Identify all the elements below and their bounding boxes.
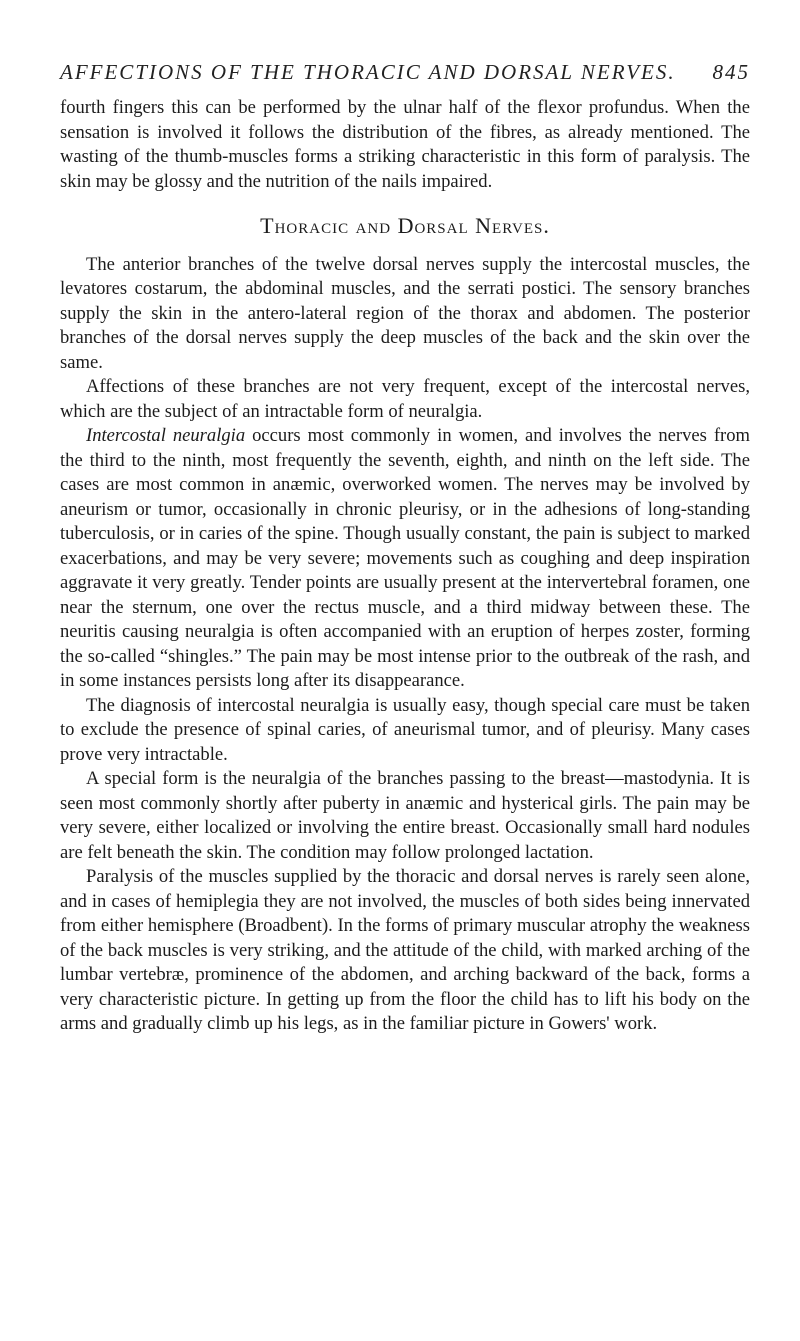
- running-head-title: AFFECTIONS OF THE THORACIC AND DORSAL NERVES.: [60, 60, 676, 84]
- paragraph-intercostal-neuralgia-text: occurs most commonly in women, and involves the nerves from the third to the ninth, most frequently the seventh, eighth, and ninth on the left side. The cases are most common in anæmic, overworked women. The nerves may be involved by aneurism or tumor, occasionally in chronic pleurisy, or in the adhesions of long-standing tuberculosis, or in caries of the spine. Though usually constant, the pain is subject to marked exacerbations, and may be very severe; movements such as coughing and deep inspiration aggravate it very greatly. Tender points are usually present at the intervertebral foramen, one near the sternum, one over the rectus muscle, and a third midway between these. The neuritis causing neuralgia is often accompanied with an eruption of herpes zoster, forming the so-called “shingles.” The pain may be most intense prior to the outbreak of the rash, and in some instances persists long after its disappearance.: [60, 425, 751, 691]
- page-number: 845: [712, 60, 750, 84]
- paragraph-continuation: fourth fingers this can be performed by the ulnar half of the flexor profundus. When the sensation is involved it follows the distribution of the fibres, as already mentioned. The wasting of the thumb-muscles forms a striking characteristic in this form of paralysis. The skin may be glossy and the nutrition of the nails impaired.: [60, 97, 750, 192]
- paragraph-branches: The anterior branches of the twelve dorsal nerves supply the intercostal muscles, the levatores costarum, the abdominal muscles, and the serrati postici. The sensory branches supply the skin in the antero-lateral region of the thorax and abdomen. The posterior branches of the dorsal nerves supply the deep muscles of the back and the skin over the same.: [60, 253, 750, 373]
- paragraph-paralysis: Paralysis of the muscles supplied by the thoracic and dorsal nerves is rarely seen alone, and in cases of hemiplegia they are not involved, the muscles of both sides being innervated from either hemisphere (Broadbent). In the forms of primary muscular atrophy the weakness of the back muscles is very striking, and the attitude of the child, with marked arching of the lumbar vertebræ, prominence of the abdomen, and arching backward of the back, forms a very characteristic picture. In getting up from the floor the child has to lift his body on the arms and gradually climb up his legs, as in the familiar picture in Gowers' work.: [60, 866, 750, 1034]
- paragraph-affections: Affections of these branches are not very frequent, except of the intercostal nerves, which are the subject of an intractable form of neuralgia.: [60, 376, 750, 422]
- running-head: [60, 60, 750, 85]
- body-text: [60, 96, 750, 1037]
- paragraph-diagnosis: The diagnosis of intercostal neuralgia is usually easy, though special care must be taken to exclude the presence of spinal caries, of aneurismal tumor, and of pleurisy. Many cases prove very intractable.: [60, 694, 750, 765]
- paragraph-mastodynia: A special form is the neuralgia of the branches passing to the breast—mastodynia. It is seen most commonly shortly after puberty in anæmic and hysterical girls. The pain may be very severe, either localized or involving the entire breast. Occasionally small hard nodules are felt beneath the skin. The condition may follow prolonged lactation.: [60, 768, 750, 863]
- section-heading: Thoracic and Dorsal Nerves.: [260, 213, 550, 238]
- term-intercostal-neuralgia: Intercostal neuralgia: [86, 425, 246, 446]
- paragraph-intercostal-neuralgia: [60, 424, 750, 694]
